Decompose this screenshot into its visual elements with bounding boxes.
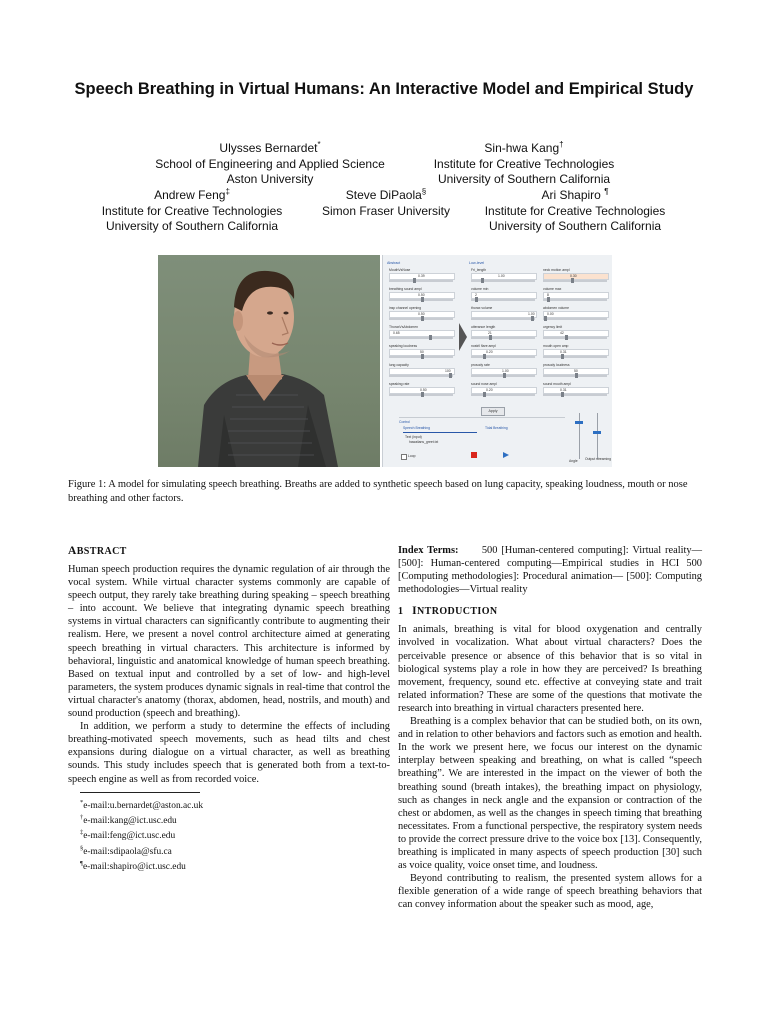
slider-thumb[interactable] xyxy=(421,297,424,302)
control-fri-length[interactable] xyxy=(469,267,539,286)
control-label: speaking loudness xyxy=(389,344,418,348)
footnote: *e-mail:u.bernardet@aston.ac.uk xyxy=(80,798,204,811)
control-speaking-rate[interactable] xyxy=(387,381,457,400)
control-value-field[interactable]: 0.65 xyxy=(389,330,455,337)
slider-thumb[interactable] xyxy=(481,278,484,283)
author-affiliation: University of Southern California xyxy=(437,172,611,186)
author-affiliation: University of Southern California xyxy=(488,219,662,233)
control-lung-capacity[interactable] xyxy=(387,362,457,381)
control-label: ThoraxVsAbdomen xyxy=(389,325,419,329)
control-volume-max[interactable] xyxy=(541,286,611,305)
control-label: thorax volume xyxy=(471,306,493,310)
slider-thumb[interactable] xyxy=(429,335,432,340)
introduction-paragraph: Beyond contributing to realism, the presented system allows for a flexible generation of a wide range of speech breathing behaviors that can convey information about the speaker such as mood, age, xyxy=(398,873,702,911)
control-label: nostril flare ampl xyxy=(471,344,496,348)
introduction-heading: 1 INTRODUCTION xyxy=(398,605,498,618)
index-terms: Index Terms: 500 [Human-centered computing]: Virtual reality— [500]: Human-centered computing—Empirical studies in HCI 500 [Computing methodologies]: Procedural animation— [500]: Computing methodologies—Virtual reality xyxy=(398,545,702,596)
slider-thumb[interactable] xyxy=(483,354,486,359)
footnote: †e-mail:kang@ict.usc.edu xyxy=(80,813,177,827)
control-label: sound nose ampl xyxy=(471,382,497,386)
abstract-paragraph: Human speech production requires the dynamic regulation of air through the vocal system. While virtual character systems commonly are capable of speech output, they rarely take breathing during speaking – speech breathing – into account. We believe that integrating dynamic speech breathing systems in virtual characters can significantly contribute to augmenting their realism. Here, we present a novel control architecture aimed at generating speech breathing in virtual characters. This architecture is informed by behavioral, linguistic and anatomical knowledge of human speech breathing. Based on textual input and controlled by a set of low- and high-level parameters, the system produces dynamic signals in real-time that control the virtual character's anatomy (thorax, abdomen, head, nostrils, and mouth) and sound production (speech and breathing). xyxy=(68,564,390,720)
author-affiliation: Institute for Creative Technologies xyxy=(433,156,615,171)
slider-thumb[interactable] xyxy=(489,335,492,340)
author-block-kang xyxy=(414,137,634,188)
right-column xyxy=(398,544,702,911)
control-urgency-limit[interactable] xyxy=(541,324,611,343)
slider-thumb[interactable] xyxy=(565,335,568,340)
paper-title: Speech Breathing in Virtual Humans: An Interactive Model and Empirical Study xyxy=(74,80,694,98)
author-block-bernardet xyxy=(140,137,400,188)
slider-thumb[interactable] xyxy=(475,297,478,302)
control-value-field[interactable]: 0.39 xyxy=(389,273,455,280)
virtual-character-render xyxy=(158,255,380,467)
control-label: speaking rate xyxy=(389,382,410,386)
author-name: Steve DiPaola xyxy=(345,188,422,202)
abstract-paragraph: In addition, we perform a study to determine the effects of including breathing-motivated speech movements, such as head tilts and chest expansions during dialogue on a virtual character, as well as breathing sounds. This study includes speech that is generated both from a text-to-speech engine as well as from recorded voice. xyxy=(68,721,390,785)
slider-thumb[interactable] xyxy=(571,278,574,283)
author-affiliation: Simon Fraser University xyxy=(321,203,451,218)
control-value-field[interactable]: 1.00 xyxy=(471,311,537,318)
control-label: sound mouth ampl xyxy=(543,382,571,386)
author-affiliation: School of Engineering and Applied Science xyxy=(155,156,385,171)
slider-thumb[interactable] xyxy=(561,392,564,397)
control-mouth-vs-nose[interactable] xyxy=(387,267,457,286)
control-value-field[interactable]: 0.50 xyxy=(389,292,455,299)
author-mark: § xyxy=(421,187,427,196)
control-value-field[interactable]: 0.50 xyxy=(389,387,455,394)
slider-thumb[interactable] xyxy=(575,373,578,378)
control-label: Fri_length xyxy=(471,268,487,272)
control-value-field[interactable]: 2 xyxy=(471,292,537,299)
author-name: Ari Shapiro xyxy=(541,188,601,202)
control-neck-motion-ampl[interactable] xyxy=(541,267,611,286)
footnote: §e-mail:sdipaola@sfu.ca xyxy=(80,844,172,857)
control-nostril-flare-ampl[interactable] xyxy=(469,343,539,362)
control-label: volume min xyxy=(471,287,489,291)
control-sound-nose-ampl[interactable] xyxy=(469,381,539,400)
slider-thumb[interactable] xyxy=(561,354,564,359)
slider-thumb[interactable] xyxy=(531,316,534,321)
control-value-field[interactable]: 50 xyxy=(543,368,609,375)
control-value-field[interactable]: 0.20 xyxy=(471,387,537,394)
control-value-field[interactable]: 0.50 xyxy=(389,311,455,318)
control-section xyxy=(399,417,565,464)
footnote: ¶e-mail:shapiro@ict.usc.edu xyxy=(80,859,186,873)
loop-checkbox[interactable] xyxy=(401,454,407,460)
control-value-field[interactable]: 1.00 xyxy=(471,273,537,280)
slider-thumb[interactable] xyxy=(547,297,550,302)
control-speaking-loudness[interactable] xyxy=(387,343,457,362)
control-label: insp channel opening xyxy=(389,306,422,310)
panel-header-abstract: Abstract xyxy=(387,261,401,265)
control-value-field[interactable]: 1.00 xyxy=(471,368,537,375)
control-value-field[interactable]: 0.31 xyxy=(543,387,609,394)
loop-label: Loop xyxy=(408,454,416,458)
control-label: utterance length xyxy=(471,325,496,329)
author-affiliation: Institute for Creative Technologies xyxy=(484,203,666,218)
slider-thumb[interactable] xyxy=(413,278,416,283)
author-name: Andrew Feng xyxy=(154,188,226,202)
footnote: ‡e-mail:feng@ict.usc.edu xyxy=(80,829,176,842)
output-streaming-label: Output streaming xyxy=(585,457,612,461)
slider-thumb[interactable] xyxy=(449,373,452,378)
author-name: Sin-hwa Kang xyxy=(484,141,560,155)
control-prosody-loudness[interactable] xyxy=(541,362,611,381)
virtual-human-illustration xyxy=(158,255,380,467)
arrow-right-icon xyxy=(459,323,467,351)
output-slider-thumb[interactable] xyxy=(593,431,601,434)
author-block-dipaola xyxy=(306,184,466,219)
control-value-field[interactable]: 8 xyxy=(543,292,609,299)
control-label: MouthVsNose xyxy=(389,268,411,272)
angle-slider-thumb[interactable] xyxy=(575,421,583,424)
author-block-shapiro xyxy=(470,184,680,235)
parameter-panel xyxy=(382,255,612,467)
figure-1 xyxy=(158,255,612,467)
control-prosody-rate[interactable] xyxy=(469,362,539,381)
author-affiliation: University of Southern California xyxy=(105,219,279,233)
control-breathing-sound-ampl[interactable] xyxy=(387,286,457,305)
slider-thumb[interactable] xyxy=(421,392,424,397)
slider-thumb[interactable] xyxy=(421,316,424,321)
file-name: hawaiians_greet.txt xyxy=(409,440,439,444)
control-value-field[interactable]: 0.30 xyxy=(543,273,609,280)
author-block-feng xyxy=(88,184,296,235)
author-mark: ¶ xyxy=(604,187,609,196)
abstract-heading: ABSTRACT xyxy=(68,545,127,557)
slider-thumb[interactable] xyxy=(544,316,547,321)
text-input-label: Text (input) xyxy=(405,435,422,439)
author-affiliation: Institute for Creative Technologies xyxy=(101,203,283,218)
low-level-parameters-column xyxy=(469,261,539,400)
control-utterance-length[interactable] xyxy=(469,324,539,343)
tab-speech-breathing[interactable]: Speech Breathing xyxy=(403,426,430,430)
control-insp-channel-opening[interactable] xyxy=(387,305,457,324)
control-label: prosody loudness xyxy=(543,363,570,367)
author-mark: ‡ xyxy=(225,187,230,196)
author-affiliation: Aston University xyxy=(226,172,314,186)
control-abdomen-volume[interactable] xyxy=(541,305,611,324)
left-column xyxy=(68,544,390,873)
control-label: breathing sound ampl xyxy=(389,287,422,291)
control-value-field[interactable]: 100 xyxy=(389,368,455,375)
panel-header-low-level: Low-level xyxy=(469,261,485,265)
control-label: volume max xyxy=(543,287,562,291)
control-label: prosody rate xyxy=(471,363,490,367)
low-level-parameters-column-2 xyxy=(541,261,611,400)
author-name: Ulysses Bernardet xyxy=(219,141,318,155)
author-mark: † xyxy=(559,140,564,149)
control-sound-mouth-ampl[interactable] xyxy=(541,381,611,400)
control-header: Control xyxy=(399,420,410,424)
play-icon[interactable] xyxy=(503,452,509,458)
control-label: neck motion ampl xyxy=(543,268,570,272)
control-mouth-open-amp[interactable] xyxy=(541,343,611,362)
abstract-parameters-column xyxy=(387,261,457,400)
control-value-field[interactable]: 50 xyxy=(389,349,455,356)
control-thorax-vs-abdomen[interactable] xyxy=(387,324,457,343)
control-thorax-volume[interactable] xyxy=(469,305,539,324)
angle-label: Angle xyxy=(569,459,578,463)
control-value-field[interactable]: 21 xyxy=(471,330,537,337)
apply-button[interactable]: Apply xyxy=(481,407,505,416)
control-value-field[interactable]: 42 xyxy=(543,330,609,337)
figure-caption: Figure 1: A model for simulating speech breathing. Breaths are added to synthetic speech based on lung capacity, speaking loudness, mouth or nose breathing and other factors. xyxy=(68,479,688,504)
control-label: urgency limit xyxy=(543,325,563,329)
control-label: mouth open amp xyxy=(543,344,569,348)
output-slider-track[interactable] xyxy=(597,413,598,459)
control-label: lung capacity xyxy=(389,363,409,367)
slider-thumb[interactable] xyxy=(421,354,424,359)
slider-thumb[interactable] xyxy=(503,373,506,378)
angle-slider-track[interactable] xyxy=(579,413,580,459)
footnote-divider xyxy=(80,792,200,793)
control-value-field[interactable]: 0.31 xyxy=(543,349,609,356)
introduction-paragraph: Breathing is a complex behavior that can be studied both, on its own, and in relation to other behaviors and factors such as emotion and health. In the work we present here, we focus our interest on the dynamic interplay between speaking and breathing, on what is called “speech breathing”. We are interested in the impact on the viewer of both the breathing sound (breath intakes), the breathing impact on physiology, such as changes in neck angle and the expansion or contraction of the chest or abdomen, as well as the changes in speech timing that breathing necessitates. From a functional perspective, the respiratory system needs to provide the correct pressure drive to the voice box [13]. Consequently, breathing is implicated in many aspects of speech production [30] such as voice quality, voice onset time, and loudness. xyxy=(398,716,702,872)
control-volume-min[interactable] xyxy=(469,286,539,305)
introduction-paragraph: In animals, breathing is vital for blood oxygenation and centrally involved in vocalization. What about virtual characters? Does the perceivable presence or absence of this behavior that is so vital in biological systems play a role in how they are perceived? Is breathing movement, frequency, sound etc. effective at conveying state and trait related information? These are some of the questions that motivate the research into breathing in virtual characters presented here. xyxy=(398,624,702,714)
author-mark: * xyxy=(317,140,321,149)
control-value-field[interactable]: 0.00 xyxy=(543,311,609,318)
control-value-field[interactable]: 0.20 xyxy=(471,349,537,356)
stop-icon[interactable] xyxy=(471,452,477,458)
control-label: abdomen volume xyxy=(543,306,570,310)
tab-tidal-breathing[interactable]: Tidal Breathing xyxy=(485,426,508,430)
slider-thumb[interactable] xyxy=(483,392,486,397)
